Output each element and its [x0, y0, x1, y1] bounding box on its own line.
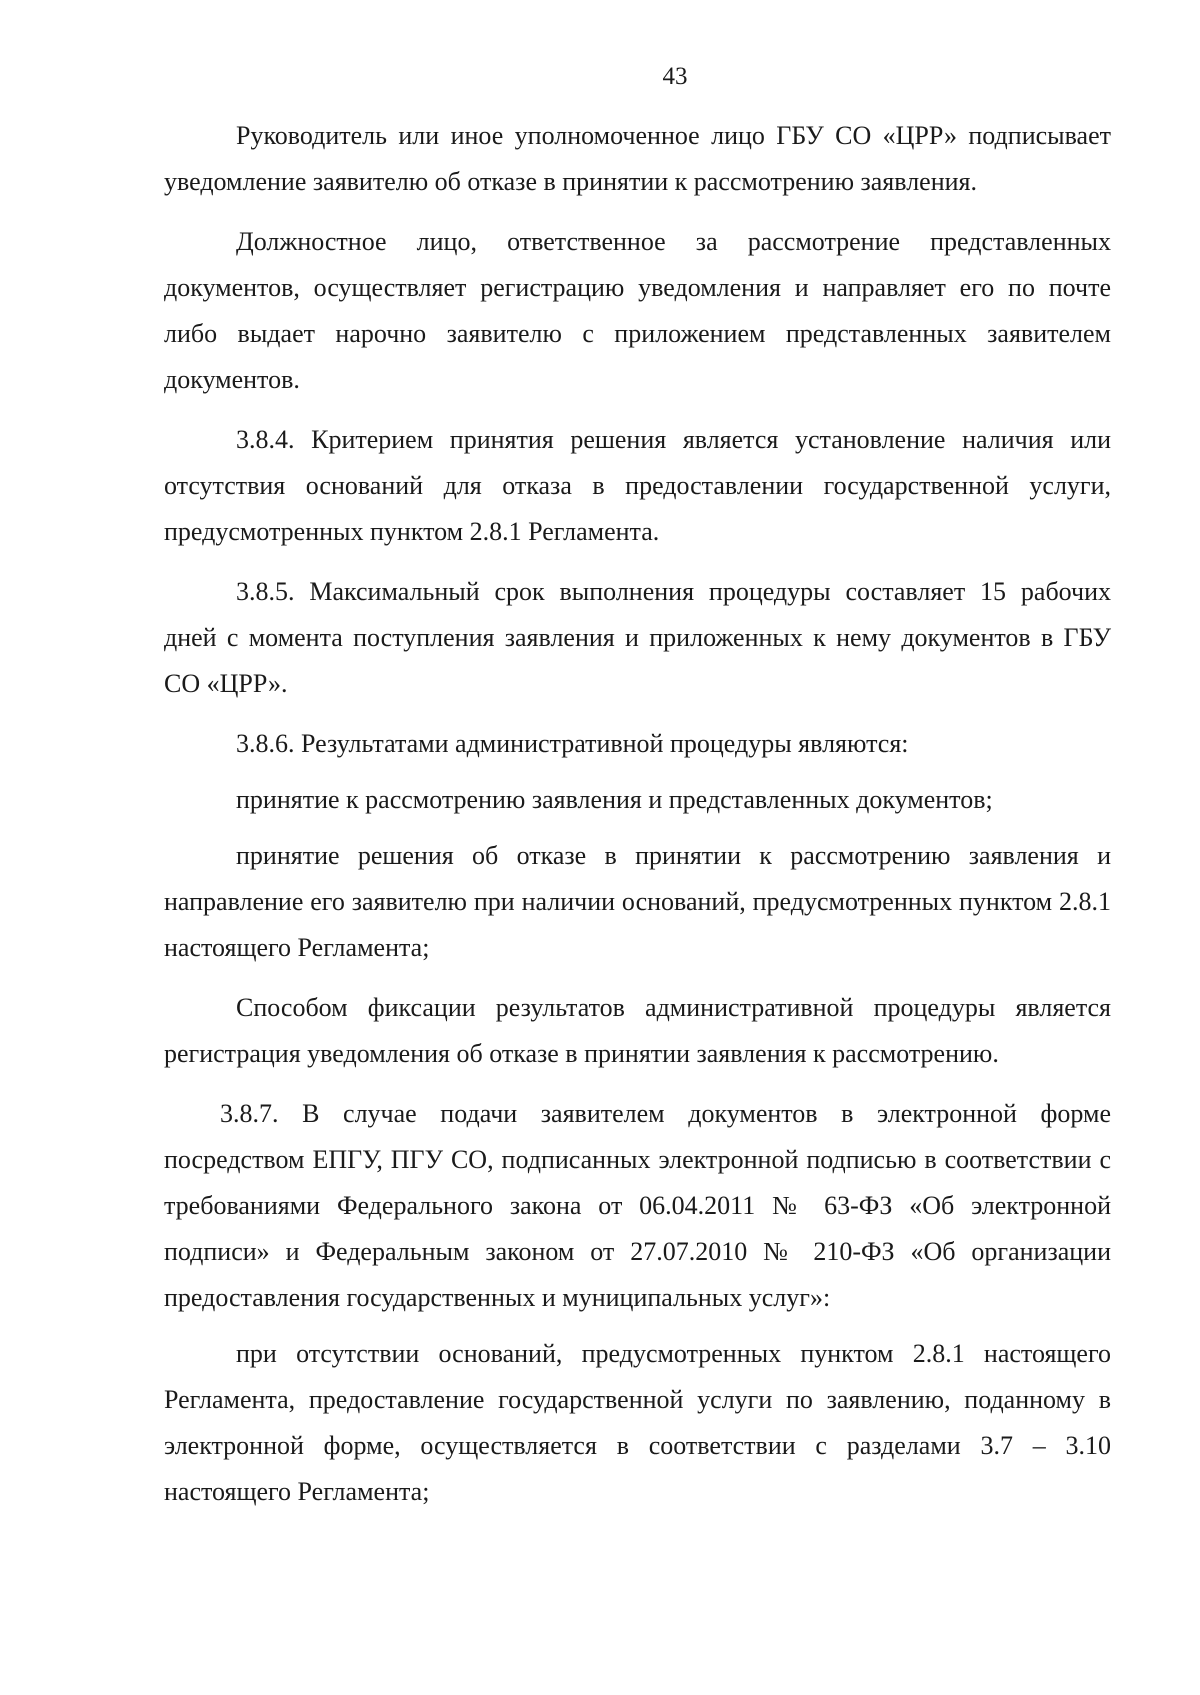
paragraph-fixation-method: Способом фиксации результатов административной процедуры является регистрация уведомления об отказе в принятии заявления к рассмотрению.	[164, 993, 1111, 1068]
document-body	[164, 113, 1111, 1515]
paragraph-3-8-7: 3.8.7. В случае подачи заявителем документов в электронной форме посредством ЕПГУ, ПГУ СО, подписанных электронной подписью в соответствии с требованиями Федерального закона от 06.04.2011 № 63-ФЗ «Об электронной подписи» и Федеральным законом от 27.07.2010 № 210-ФЗ «Об организации предоставления государственных и муниципальных услуг»:	[164, 1099, 1111, 1312]
page-number: 43	[662, 63, 688, 90]
paragraph-3-8-4: 3.8.4. Критерием принятия решения является установление наличия или отсутствия оснований для отказа в предоставлении государственной услуги, предусмотренных пунктом 2.8.1 Регламента.	[164, 425, 1111, 546]
paragraph-3-8-6: 3.8.6. Результатами административной процедуры являются:	[236, 729, 909, 758]
paragraph-no-grounds: при отсутствии оснований, предусмотренных пунктом 2.8.1 настоящего Регламента, предоставление государственной услуги по заявлению, поданному в электронной форме, осуществляется в соответствии с разделами 3.7 – 3.10 настоящего Регламента;	[164, 1339, 1111, 1506]
paragraph-signing-notice: Руководитель или иное уполномоченное лицо ГБУ СО «ЦРР» подписывает уведомление заявителю об отказе в принятии к рассмотрению заявления.	[164, 121, 1111, 196]
paragraph-result-refusal: принятие решения об отказе в принятии к рассмотрению заявления и направление его заявителю при наличии оснований, предусмотренных пунктом 2.8.1 настоящего Регламента;	[164, 841, 1111, 962]
paragraph-3-8-5: 3.8.5. Максимальный срок выполнения процедуры составляет 15 рабочих дней с момента поступления заявления и приложенных к нему документов в ГБУ СО «ЦРР».	[164, 577, 1111, 698]
paragraph-result-acceptance: принятие к рассмотрению заявления и представленных документов;	[236, 785, 993, 814]
paragraph-registration: Должностное лицо, ответственное за рассмотрение представленных документов, осуществляет регистрацию уведомления и направляет его по почте либо выдает нарочно заявителю с приложением представленных заявителем документов.	[164, 227, 1111, 394]
